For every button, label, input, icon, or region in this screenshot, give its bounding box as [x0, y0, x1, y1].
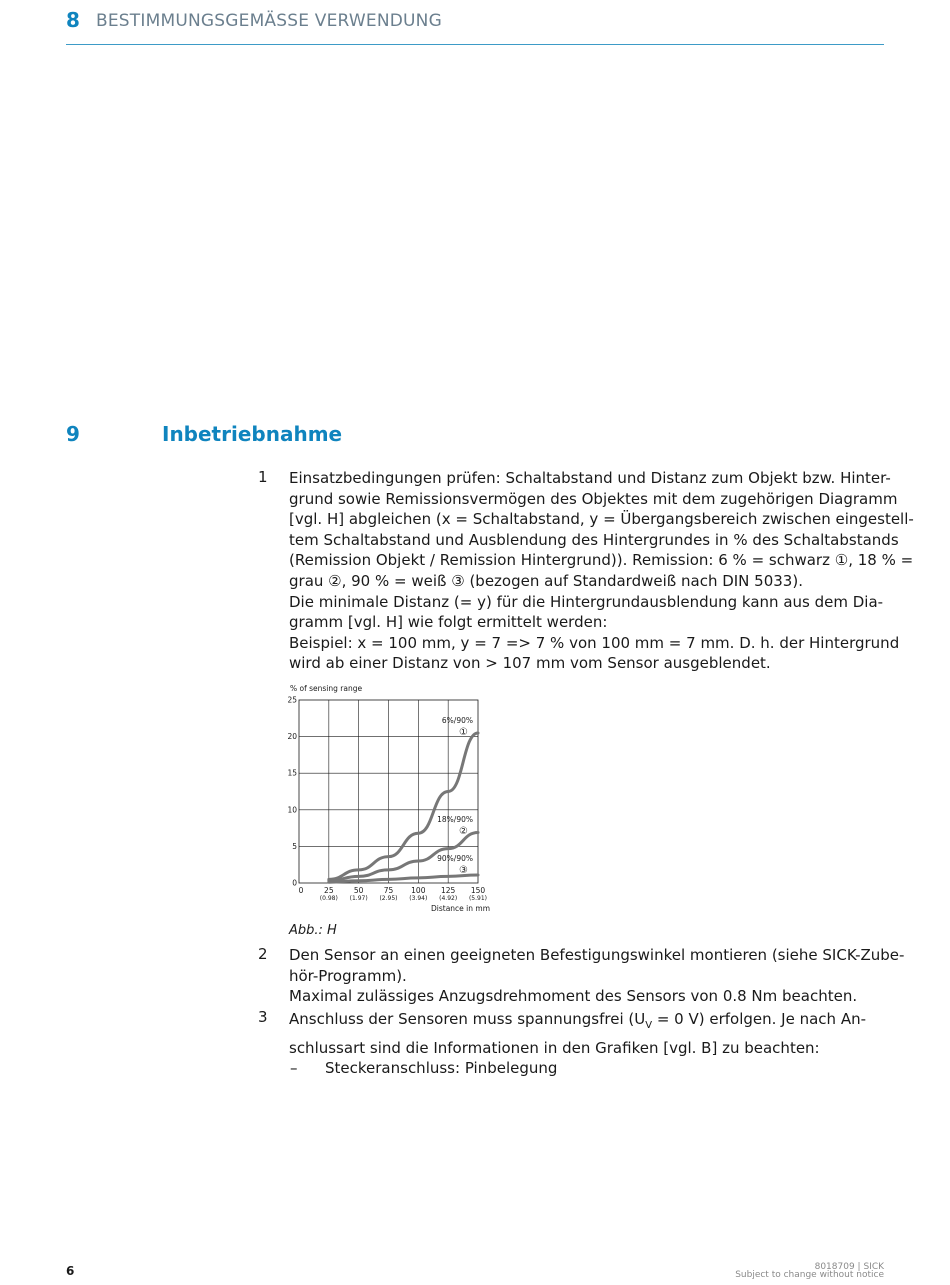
- step-number: 2: [258, 945, 268, 963]
- page-number: 6: [66, 1264, 75, 1278]
- step-3-text: [289, 1008, 889, 1059]
- chapter-title: BESTIMMUNGSGEMÄSSE VERWENDUNG: [96, 11, 442, 31]
- step-2-text: [289, 945, 905, 1007]
- step-1-text: [289, 468, 914, 674]
- text-line: Maximal zulässiges Anzugsdrehmoment des Sensors von 0.8 Nm beachten.: [289, 987, 858, 1006]
- series-label: 90%/90%: [437, 854, 473, 863]
- y-axis-label: % of sensing range: [290, 684, 363, 693]
- x-tick-label: 25: [324, 886, 334, 895]
- x-tick-sublabel: (0.98): [319, 895, 338, 902]
- sensing-range-chart: [283, 680, 493, 916]
- step-number: 1: [258, 468, 268, 486]
- text-line: hör-Programm).: [289, 966, 407, 985]
- bullet-dash: –: [290, 1059, 298, 1077]
- text-line: (Remission Objekt / Remission Hintergrund)). Remission: 6 % = schwarz ①, 18 % =: [289, 551, 914, 570]
- x-tick-label: 75: [383, 886, 394, 895]
- y-tick-label: 0: [292, 878, 297, 888]
- text-line: schlussart sind die Informationen in den Grafiken [vgl. B] zu beachten:: [289, 1039, 820, 1057]
- y-tick-label: 10: [287, 805, 297, 815]
- y-tick-label: 5: [292, 841, 297, 851]
- text-line: gramm [vgl. H] wie folgt ermittelt werden:: [289, 613, 608, 632]
- text-line: [289, 1008, 889, 1037]
- x-tick-label: 0: [298, 886, 304, 895]
- x-axis-label: Distance in mm: [431, 904, 491, 913]
- series-marker: ③: [459, 865, 468, 876]
- section-title: Inbetriebnahme: [162, 422, 343, 446]
- page-header: [66, 8, 884, 45]
- x-tick-label: 150: [470, 886, 486, 895]
- text-line: tem Schaltabstand und Ausblendung des Hintergrundes in % des Schaltabstands: [289, 530, 899, 549]
- y-tick-label: 25: [287, 695, 297, 705]
- text-line: wird ab einer Distanz von > 107 mm vom Sensor ausgeblendet.: [289, 654, 771, 673]
- series-label: 6%/90%: [441, 716, 473, 725]
- text-fragment: Anschluss der Sensoren muss spannungsfrei (U: [289, 1010, 646, 1028]
- x-tick-sublabel: (4.92): [439, 895, 458, 902]
- subscript: V: [645, 1020, 653, 1031]
- series-marker: ②: [459, 826, 468, 837]
- x-tick-label: 125: [441, 886, 456, 895]
- x-tick-sublabel: (1.97): [349, 895, 368, 902]
- series-label: 18%/90%: [437, 815, 473, 824]
- text-line: Die minimale Distanz (= y) für die Hintergrundausblendung kann aus dem Dia-: [289, 592, 884, 611]
- text-line: Den Sensor an einen geeigneten Befestigungswinkel montieren (siehe SICK-Zube-: [289, 946, 905, 964]
- x-tick-sublabel: (3.94): [409, 895, 428, 902]
- y-tick-label: 15: [287, 768, 297, 778]
- section-number: 9: [66, 422, 80, 446]
- text-line: grund sowie Remissionsvermögen des Objektes mit dem zugehörigen Diagramm: [289, 489, 898, 508]
- chapter-number: 8: [66, 8, 80, 32]
- x-tick-label: 50: [353, 886, 364, 895]
- text-fragment: = 0 V) erfolgen. Je nach An-: [652, 1010, 866, 1028]
- text-line: [vgl. H] abgleichen (x = Schaltabstand, y = Übergangsbereich zwischen eingestell-: [289, 510, 914, 529]
- x-tick-label: 100: [411, 886, 426, 895]
- change-notice: Subject to change without notice: [735, 1270, 884, 1280]
- chart-series: [329, 716, 478, 882]
- text-line: Beispiel: x = 100 mm, y = 7 => 7 % von 100 mm = 7 mm. D. h. der Hintergrund: [289, 633, 900, 652]
- figure-caption: Abb.: H: [289, 923, 337, 938]
- step-number: 3: [258, 1008, 268, 1026]
- text-line: grau ②, 90 % = weiß ③ (bezogen auf Standardweiß nach DIN 5033).: [289, 571, 803, 590]
- x-tick-sublabel: (2.95): [379, 895, 398, 902]
- series-marker: ①: [459, 727, 468, 738]
- y-tick-label: 20: [287, 732, 297, 742]
- x-tick-sublabel: (5.91): [468, 895, 488, 902]
- document-number: 8018709 | SICK: [814, 1262, 884, 1272]
- bullet-text: Steckeranschluss: Pinbelegung: [325, 1059, 558, 1077]
- text-line: Einsatzbedingungen prüfen: Schaltabstand und Distanz zum Objekt bzw. Hinter-: [289, 469, 891, 487]
